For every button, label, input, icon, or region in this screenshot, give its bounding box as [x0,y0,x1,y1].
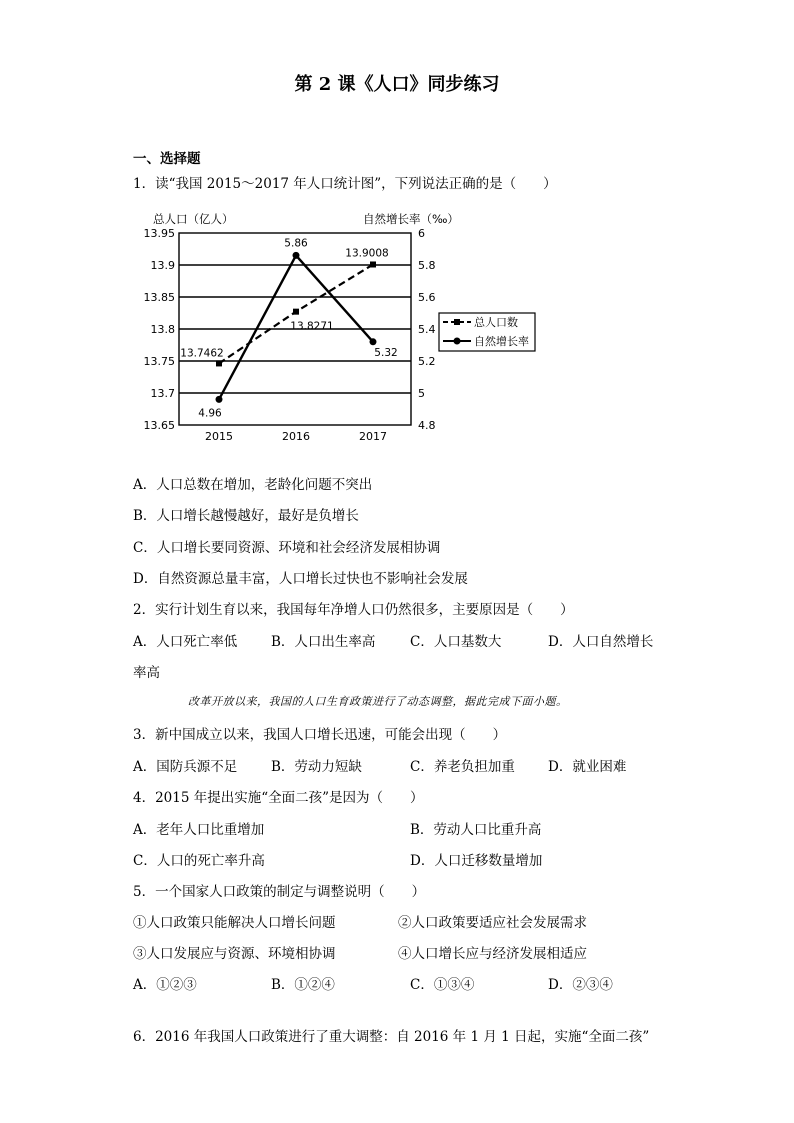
q3-option-d[interactable]: D．就业困难 [548,759,627,775]
q1-option-a[interactable]: A．人口总数在增加，老龄化问题不突出 [133,477,373,493]
question-1-stem: 1．读“我国 2015～2017 年人口统计图”，下列说法正确的是（ ） [133,176,557,192]
q5-option-b[interactable]: B．①②④ [271,977,335,993]
legend-population-marker [454,319,460,325]
legend-growth-label: 自然增长率 [474,335,529,348]
left-tick-label: 13.9 [150,259,175,272]
population-point [216,360,222,366]
page-title: 第 2 课《人口》同步练习 [294,74,500,95]
q2-option-c[interactable]: C．人口基数大 [410,634,502,650]
q2-option-b[interactable]: B．人口出生率高 [271,634,376,650]
legend-population-label: 总人口数 [474,316,518,329]
material-note: 改革开放以来，我国的人口生育政策进行了动态调整，据此完成下面小题。 [188,695,568,708]
q5-item-3: ③人口发展应与资源、环境相协调 [133,946,336,962]
question-6-stem: 6．2016 年我国人口政策进行了重大调整：自 2016 年 1 月 1 日起，实施“全面二孩” [133,1029,650,1045]
left-tick-label: 13.65 [143,419,175,432]
x-tick-label: 2015 [205,430,233,443]
question-5-stem: 5．一个国家人口政策的制定与调整说明（ ） [133,884,426,900]
population-data-label: 13.8271 [290,320,334,333]
q1-option-c[interactable]: C．人口增长要同资源、环境和社会经济发展相协调 [133,540,441,556]
population-chart [130,206,550,446]
q5-option-a[interactable]: A．①②③ [133,977,197,993]
left-tick-label: 13.85 [143,291,175,304]
q5-option-c[interactable]: C．①③④ [410,977,475,993]
question-4-stem: 4．2015 年提出实施“全面二孩”是因为（ ） [133,790,424,806]
q5-item-4: ④人口增长应与经济发展相适应 [398,946,587,962]
q2-option-d-wrap: 率高 [133,665,160,681]
population-data-label: 13.9008 [345,247,389,260]
population-data-label: 13.7462 [180,347,224,360]
q3-option-b[interactable]: B．劳动力短缺 [271,759,362,775]
section-heading: 一、选择题 [133,151,201,167]
question-2-stem: 2．实行计划生育以来，我国每年净增人口仍然很多，主要原因是（ ） [133,602,574,618]
question-3-stem: 3．新中国成立以来，我国人口增长迅速，可能会出现（ ） [133,727,507,743]
right-tick-label: 5.4 [418,323,436,336]
q2-option-d[interactable]: D．人口自然增长 [548,634,654,650]
left-axis-title: 总人口（亿人） [153,212,234,226]
q4-option-d[interactable]: D．人口迁移数量增加 [410,853,543,869]
growth-rate-data-label: 5.32 [374,346,398,359]
left-tick-label: 13.7 [150,387,175,400]
q1-option-d[interactable]: D．自然资源总量丰富，人口增长过快也不影响社会发展 [133,571,468,587]
q4-option-a[interactable]: A．老年人口比重增加 [133,822,265,838]
population-point [293,309,299,315]
x-tick-label: 2016 [282,430,310,443]
growth-rate-point [216,396,223,403]
x-tick-label: 2017 [359,430,387,443]
right-tick-label: 5.8 [418,259,436,272]
q1-option-b[interactable]: B．人口增长越慢越好，最好是负增长 [133,508,359,524]
q4-option-b[interactable]: B．劳动人口比重升高 [410,822,542,838]
left-tick-label: 13.8 [150,323,175,336]
left-tick-label: 13.75 [143,355,175,368]
right-tick-label: 5 [418,387,425,400]
q5-option-d[interactable]: D．②③④ [548,977,613,993]
legend-growth-marker [454,338,461,345]
right-tick-label: 4.8 [418,419,436,432]
q5-item-1: ①人口政策只能解决人口增长问题 [133,915,336,931]
right-tick-label: 6 [418,227,425,240]
growth-rate-data-label: 5.86 [284,237,308,250]
left-tick-label: 13.95 [143,227,175,240]
growth-rate-point [293,252,300,259]
population-point [370,261,376,267]
q3-option-c[interactable]: C．养老负担加重 [410,759,515,775]
right-axis-title: 自然增长率（‰） [363,212,459,226]
growth-rate-point [370,338,377,345]
growth-rate-data-label: 4.96 [198,407,222,420]
right-tick-label: 5.6 [418,291,436,304]
q4-option-c[interactable]: C．人口的死亡率升高 [133,853,265,869]
right-tick-label: 5.2 [418,355,436,368]
q3-option-a[interactable]: A．国防兵源不足 [133,759,238,775]
q5-item-2: ②人口政策要适应社会发展需求 [398,915,587,931]
q2-option-a[interactable]: A．人口死亡率低 [133,634,238,650]
